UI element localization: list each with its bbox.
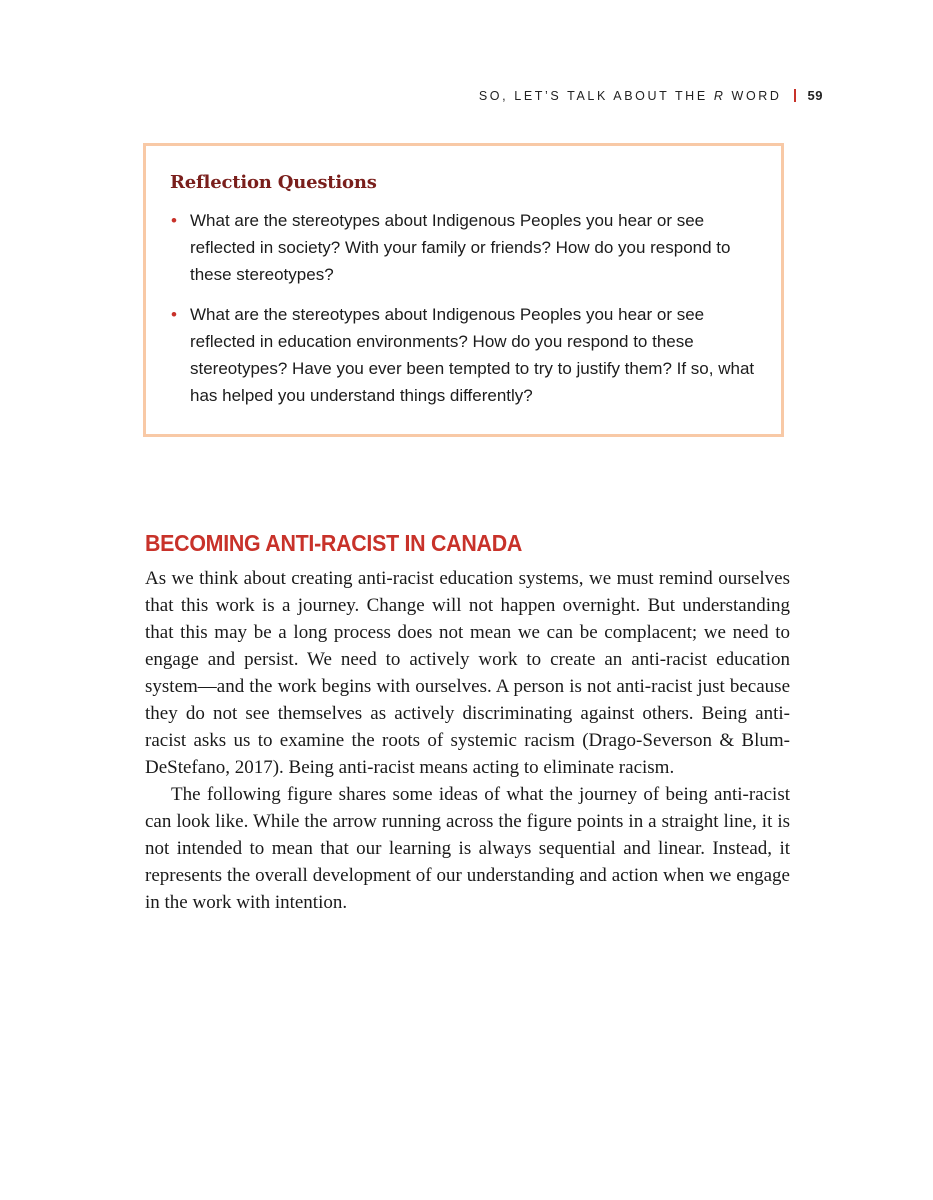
reflection-question [170,301,757,409]
page-number: 59 [807,88,823,103]
bullet-icon: • [171,211,177,230]
body-text [145,565,790,916]
reflection-question-text: What are the stereotypes about Indigenous Peoples you hear or see reflected in education environments? How do you respond to these stereotypes? Have you ever been tempted to try to justify them? If so, what has helped you understand things differently? [190,305,755,405]
body-paragraph: The following figure shares some ideas of what the journey of being anti-racist can look like. While the arrow running across the figure points in a straight line, it is not intended to mean that our learning is always sequential and linear. Instead, it represents the overall development of our understanding and action when we engage in the work with intention. [145,784,790,913]
section-heading: BECOMING ANTI-RACIST IN CANADA [145,530,523,556]
reflection-question-list [170,207,757,409]
reflection-question-text: What are the stereotypes about Indigenous Peoples you hear or see reflected in society? With your family or friends? How do you respond to these stereotypes? [190,211,731,284]
running-head-divider [794,89,796,102]
bullet-icon: • [171,305,177,324]
reflection-question [170,207,757,288]
body-paragraph: As we think about creating anti-racist education systems, we must remind ourselves that this work is a journey. Change will not happen overnight. But understanding that this may be a long process does not mean we can be complacent; we need to engage and persist. We need to actively work to create an anti-racist education system—and the work begins with ourselves. A person is not anti-racist just because they do not see themselves as actively discriminating against others. Being anti-racist asks us to examine the roots of systemic racism (Drago-Severson & Blum-DeStefano, 2017). Being anti-racist means acting to eliminate racism. [145,568,790,778]
reflection-questions-box [143,143,784,437]
reflection-box-title: Reflection Questions [170,172,377,193]
running-head [479,88,823,103]
running-head-title: SO, LET’S TALK ABOUT THE R WORD [478,88,782,103]
